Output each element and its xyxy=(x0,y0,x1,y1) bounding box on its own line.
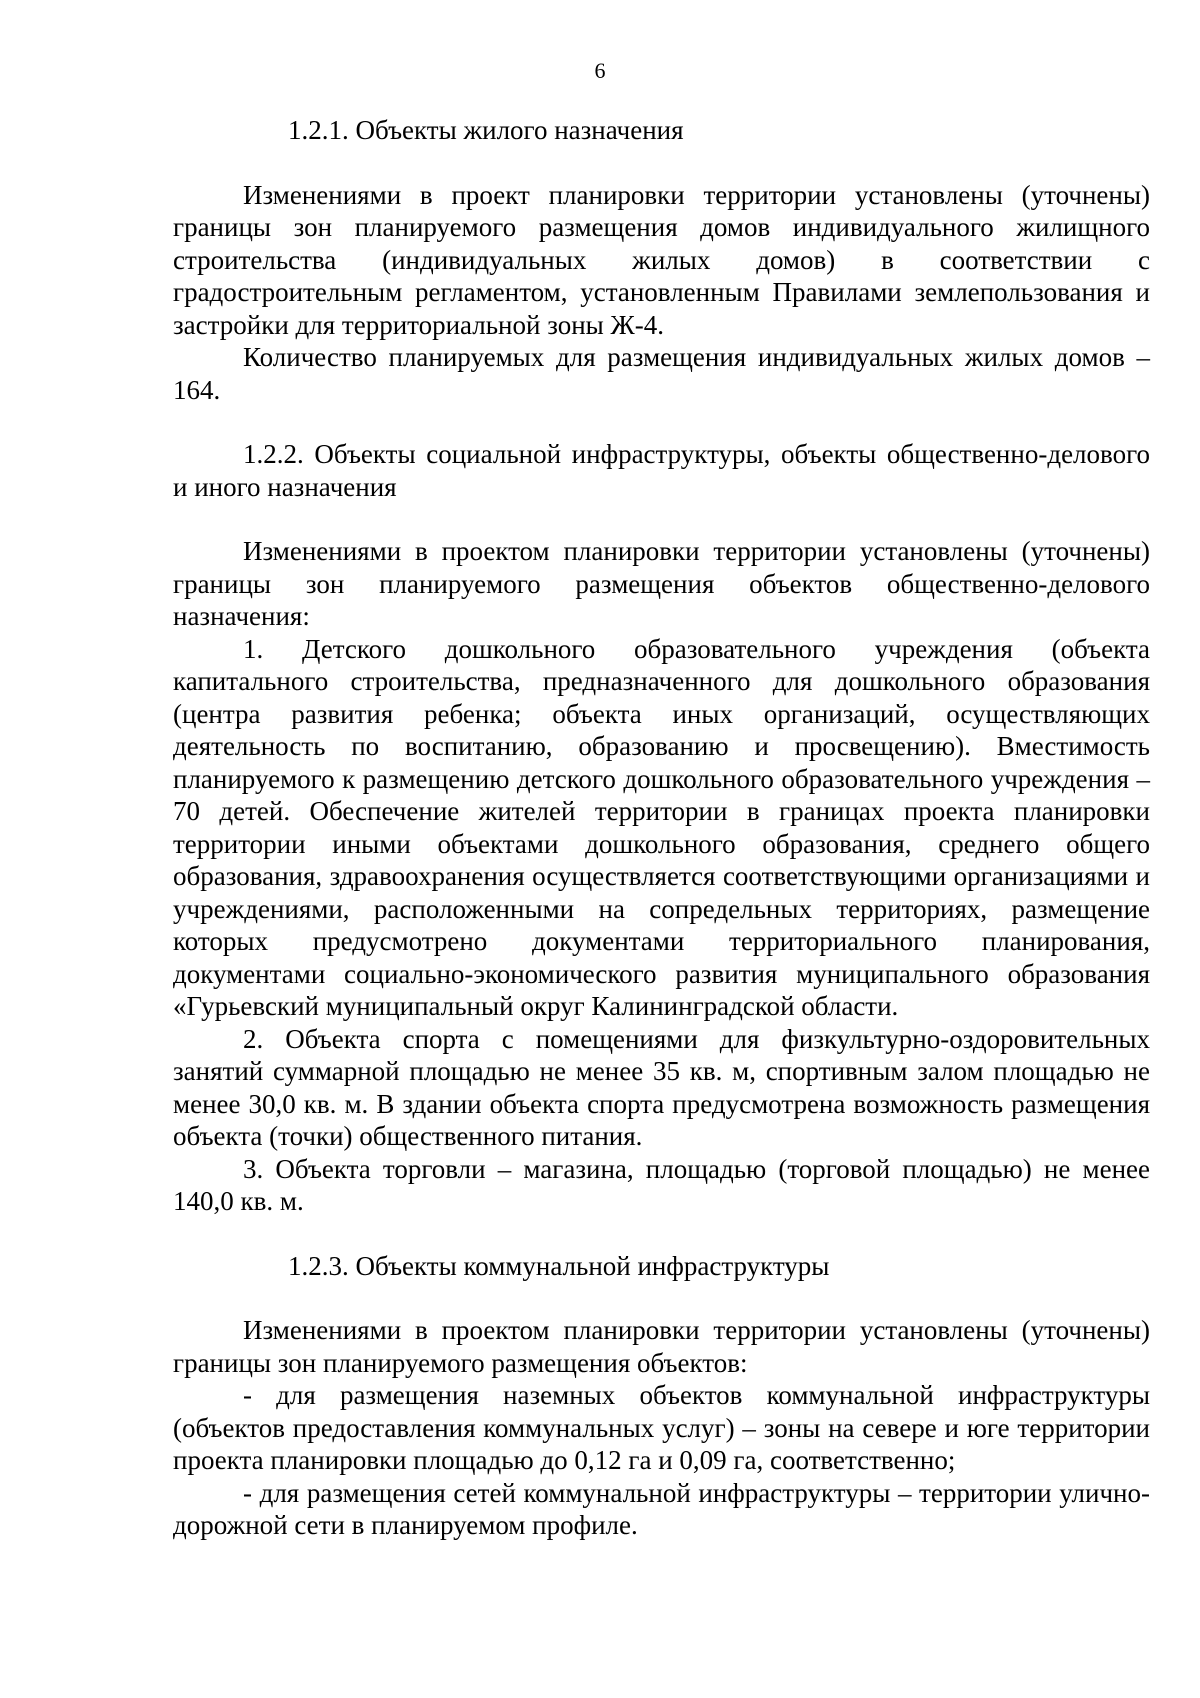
spacer xyxy=(173,1218,1150,1250)
paragraph: Изменениями в проектом планировки территории установлены (уточнены) границы зон планируемого размещения объектов: xyxy=(173,1315,1150,1378)
list-item: 3. Объекта торговли – магазина, площадью (торговой площадью) не менее 140,0 кв. м. xyxy=(173,1153,1150,1216)
spacer xyxy=(173,1282,1150,1314)
list-item: 1. Детского дошкольного образовательного учреждения (объекта капитального строительства, предназначенного для дошкольного образования (центра развития ребенка; объекта иных организаций, осуществляющих деятельность по воспитанию, образованию и просвещению). Вместимость планируемого к размещению детского дошкольного образовательного учреждения – 70 детей. Обеспечение жителей территории в границах проекта планировки территории иными объектами дошкольного образования, среднего общего образования, здравоохранения осуществляется соответствующими организациями и учреждениями, расположенными на сопредельных территориях, размещение которых предусмотрено документами территориального планирования, документами социально-экономического развития муниципального образования «Гурьевский муниципальный округ Калининградской области. xyxy=(173,633,1150,1021)
paragraph: Изменениями в проектом планировки территории установлены (уточнены) границы зон планируемого размещения объектов общественно-делового назначения: xyxy=(173,536,1150,631)
document-body xyxy=(173,114,1150,1542)
list-item: - для размещения сетей коммунальной инфраструктуры – территории улично-дорожной сети в планируемом профиле. xyxy=(173,1477,1150,1540)
paragraph: Количество планируемых для размещения индивидуальных жилых домов – 164. xyxy=(173,342,1150,405)
section-heading-1-2-2: 1.2.2. Объекты социальной инфраструктуры, объекты общественно-делового и иного назначения xyxy=(173,439,1150,502)
section-heading-1-2-3: 1.2.3. Объекты коммунальной инфраструктуры xyxy=(288,1250,830,1281)
page-number: 6 xyxy=(594,58,606,83)
list-item: - для размещения наземных объектов коммунальной инфраструктуры (объектов предоставления коммунальных услуг) – зоны на севере и юге территории проекта планировки площадью до 0,12 га и 0,09 га, соответственно; xyxy=(173,1380,1150,1475)
list-item: 2. Объекта спорта с помещениями для физкультурно-оздоровительных занятий суммарной площадью не менее 35 кв. м, спортивным залом площадью не менее 30,0 кв. м. В здании объекта спорта предусмотрена возможность размещения объекта (точки) общественного питания. xyxy=(173,1023,1150,1151)
spacer xyxy=(173,406,1150,438)
paragraph: Изменениями в проект планировки территории установлены (уточнены) границы зон планируемого размещения домов индивидуального жилищного строительства (индивидуальных жилых домов) в соответствии с градостроительным регламентом, установленным Правилами землепользования и застройки для территориальной зоны Ж-4. xyxy=(173,179,1150,340)
spacer xyxy=(173,147,1150,179)
spacer xyxy=(173,503,1150,535)
section-heading-1-2-1: 1.2.1. Объекты жилого назначения xyxy=(288,115,684,145)
